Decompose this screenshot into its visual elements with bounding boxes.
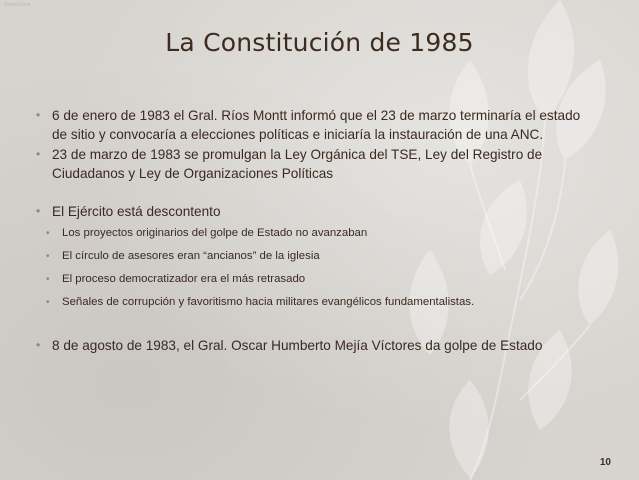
bullet-list (36, 106, 596, 356)
bullet-icon: • (36, 204, 41, 218)
sub-bullet-item (36, 222, 596, 245)
bullet-text: 6 de enero de 1983 el Gral. Ríos Montt informó que el 23 de marzo terminaría el estado de sitio y convocaría a elecciones políticas e iniciaría la instauración de una ANC. (52, 108, 581, 142)
sub-bullet-item (36, 291, 596, 314)
bullet-text: 23 de marzo de 1983 se promulgan la Ley Orgánica del TSE, Ley del Registro de Ciudadanos y Ley de Organizaciones Políticas (52, 147, 543, 181)
bullet-icon: • (46, 274, 50, 285)
page-number: 10 (599, 457, 611, 468)
bullet-icon: • (36, 108, 41, 122)
bullet-item (36, 145, 596, 183)
page-title: La Constitución de 1985 (165, 28, 474, 57)
sub-bullet-item (36, 245, 596, 268)
sub-bullet-text: Los proyectos originarios del golpe de Estado no avanzaban (62, 227, 368, 239)
bullet-text: El Ejército está descontento (52, 204, 221, 219)
sub-bullet-text: El círculo de asesores eran “ancianos” de la iglesia (62, 250, 320, 262)
bullet-item (36, 202, 596, 221)
bullet-icon: • (36, 147, 41, 161)
bullet-icon: • (46, 297, 50, 308)
sub-bullet-text: Señales de corrupción y favoritismo hacia militares evangélicos fundamentalistas. (62, 296, 475, 308)
bullet-text: 8 de agosto de 1983, el Gral. Oscar Humberto Mejía Víctores da golpe de Estado (52, 338, 543, 353)
bullet-item (36, 336, 596, 355)
sub-bullet-item (36, 268, 596, 291)
bullet-icon: • (46, 228, 50, 239)
bullet-icon: • (36, 338, 41, 352)
bullet-item (36, 106, 596, 144)
bullet-icon: • (46, 251, 50, 262)
watermark: SlideShare (4, 2, 31, 8)
sub-bullet-text: El proceso democratizador era el más retrasado (62, 273, 306, 285)
